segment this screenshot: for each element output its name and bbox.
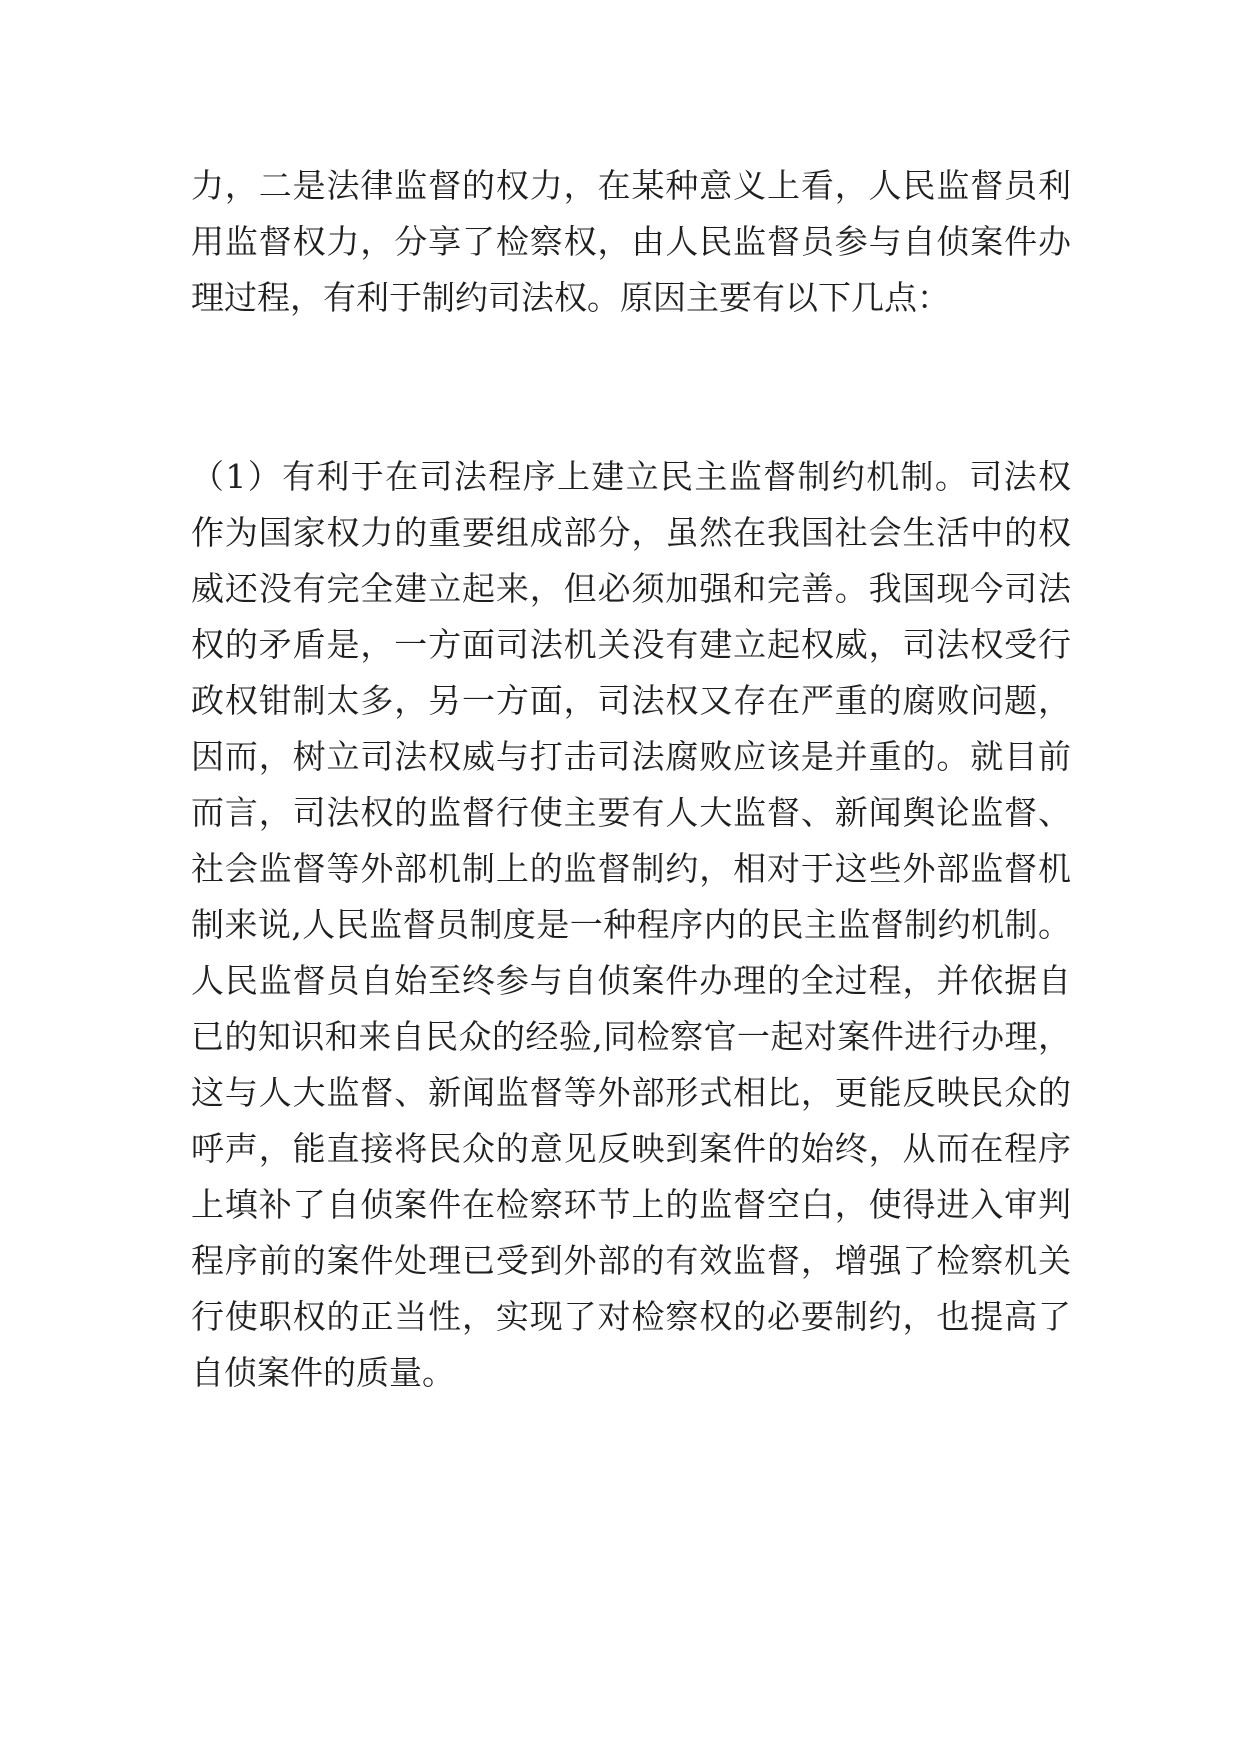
text-line: 作为国家权力的重要组成部分，虽然在我国社会生活中的权 [191, 513, 1071, 552]
text-line: 力，二是法律监督的权力，在某种意义上看，人民监督员利 [191, 166, 1071, 205]
text-line: 制来说,人民监督员制度是一种程序内的民主监督制约机制。 [191, 905, 1071, 944]
text-line: 理过程，有利于制约司法权。原因主要有以下几点： [191, 278, 950, 317]
text-line: 社会监督等外部机制上的监督制约，相对于这些外部监督机 [191, 849, 1071, 888]
text-line: 行使职权的正当性，实现了对检察权的必要制约，也提高了 [191, 1297, 1071, 1336]
text-line: 权的矛盾是，一方面司法机关没有建立起权威，司法权受行 [191, 625, 1071, 664]
text-line: 威还没有完全建立起来，但必须加强和完善。我国现今司法 [191, 569, 1071, 608]
text-line: 因而，树立司法权威与打击司法腐败应该是并重的。就目前 [191, 737, 1071, 776]
text-line: 上填补了自侦案件在检察环节上的监督空白，使得进入审判 [191, 1185, 1071, 1224]
text-line: 呼声，能直接将民众的意见反映到案件的始终，从而在程序 [191, 1129, 1071, 1168]
text-line: 自侦案件的质量。 [191, 1353, 455, 1392]
paragraph-point-1 [191, 449, 1071, 1401]
text-line: 而言，司法权的监督行使主要有人大监督、新闻舆论监督、 [191, 793, 1071, 832]
text-line: 政权钳制太多，另一方面，司法权又存在严重的腐败问题， [191, 681, 1071, 720]
text-line: 已的知识和来自民众的经验,同检察官一起对案件进行办理， [191, 1017, 1071, 1056]
text-line: 程序前的案件处理已受到外部的有效监督，增强了检察机关 [191, 1241, 1071, 1280]
paragraph-continuation [191, 158, 1071, 326]
text-line: 这与人大监督、新闻监督等外部形式相比，更能反映民众的 [191, 1073, 1071, 1112]
text-line: 人民监督员自始至终参与自侦案件办理的全过程，并依据自 [191, 961, 1071, 1000]
text-line: 用监督权力，分享了检察权，由人民监督员参与自侦案件办 [191, 222, 1071, 261]
text-line: （1）有利于在司法程序上建立民主监督制约机制。司法权 [191, 457, 1071, 496]
